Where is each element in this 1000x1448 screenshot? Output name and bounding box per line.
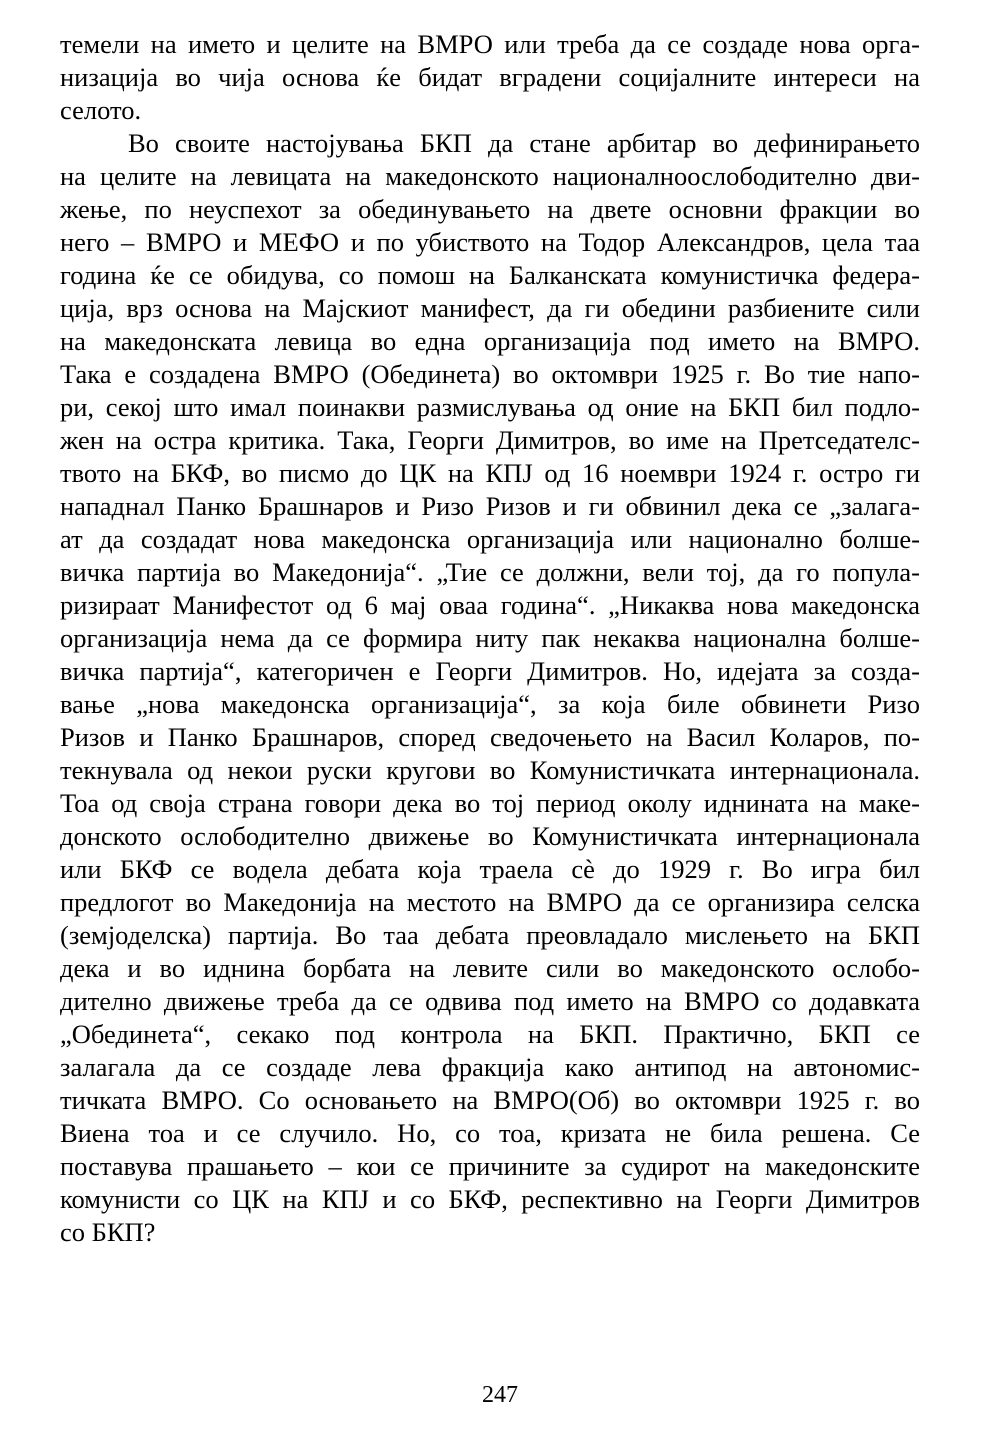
text-line: „Обединета“, секако под контрола на БКП. Практично, БКП се: [60, 1019, 920, 1049]
text-line: донското ослободително движење во Комунистичката интернационала: [60, 821, 920, 851]
text-line: вање „нова македонска организација“, за која биле обвинети Ризо: [60, 689, 920, 719]
text-line: на целите на левицата на македонското националноослободително дви-: [60, 161, 920, 191]
text-line: него – ВМРО и МЕФО и по убиството на Тодор Александров, цела таа: [60, 227, 920, 257]
text-line: ција, врз основа на Мајскиот манифест, да ги обедини разбиените сили: [60, 293, 920, 323]
text-line: нападнал Панко Брашнаров и Ризо Ризов и ги обвинил дека се „залага-: [60, 491, 920, 521]
text-line: ризираат Манифестот од 6 мај оваа година“. „Никаква нова македонска: [60, 590, 920, 620]
text-line: дека и во иднина борбата на левите сили во македонското ослобо-: [60, 953, 920, 983]
text-line: вичка партија во Македонија“. „Тие се должни, вели тој, да го популa-: [60, 557, 920, 587]
text-line: вичка партија“, категоричен е Георги Димитров. Но, идејата за созда-: [60, 656, 920, 686]
text-line: жен на остра критика. Така, Георги Димитров, во име на Претседателс-: [60, 425, 920, 455]
text-line: или БКФ се водела дебата која траела сè до 1929 г. Во игра бил: [60, 854, 920, 884]
text-line: (земјоделска) партија. Во таа дебата преовладало мислењето на БКП: [60, 920, 920, 950]
text-line: текнувала од некои руски кругови во Комунистичката интернационала.: [60, 755, 920, 785]
text-line: Тоа од своја страна говори дека во тој период околу иднината на маке-: [60, 788, 920, 818]
text-line: на македонската левица во една организација под името на ВМРО.: [60, 326, 920, 356]
text-line: со БКП?: [60, 1217, 156, 1247]
text-line: година ќе се обидува, со помош на Балканската комунистичка федера-: [60, 260, 920, 290]
text-line: тичката ВМРО. Со основањето на ВМРО(Об) во октомври 1925 г. во: [60, 1085, 920, 1115]
text-line: темели на името и целите на ВМРО или треба да се создаде нова орга-: [60, 29, 920, 59]
text-line: низација во чија основа ќе бидат вградени социјалните интереси на: [60, 62, 920, 92]
text-line: поставува прашањето – кои се причините за судирот на македонските: [60, 1151, 920, 1181]
text-line: твото на БКФ, во писмо до ЦК на КПЈ од 16 ноември 1924 г. остро ги: [60, 458, 920, 488]
text-line: дително движење треба да се одвива под името на ВМРО со додавката: [60, 986, 920, 1016]
text-line: Така е создадена ВМРО (Обединета) во октомври 1925 г. Во тие напо-: [60, 359, 920, 389]
text-line: Во своите настојувања БКП да стане арбитар во дефинирањето: [128, 128, 920, 158]
text-line: комунисти со ЦК на КПЈ и со БКФ, респективно на Георги Димитров: [60, 1184, 920, 1214]
page-body: [60, 28, 920, 1408]
text-line: залагала да се создаде лева фракција како антипод на автономис-: [60, 1052, 920, 1082]
text-line: ри, секој што имал поинакви размислувања од оние на БКП бил подло-: [60, 392, 920, 422]
text-line: жење, по неуспехот за обединувањето на двете основни фракции во: [60, 194, 920, 224]
text-line: Виена тоа и се случило. Но, со тоа, кризата не била решена. Се: [60, 1118, 920, 1148]
text-line: организација нема да се формира ниту пак некаква национална болше-: [60, 623, 920, 653]
page-number: 247: [482, 1382, 518, 1408]
text-line: селото.: [60, 95, 142, 125]
text-line: предлогот во Македонија на местото на ВМРО да се организира селска: [60, 887, 920, 917]
text-line: Ризов и Панко Брашнаров, според сведочењето на Васил Коларов, по-: [60, 722, 920, 752]
text-line: ат да создадат нова македонска организација или национално болше-: [60, 524, 920, 554]
